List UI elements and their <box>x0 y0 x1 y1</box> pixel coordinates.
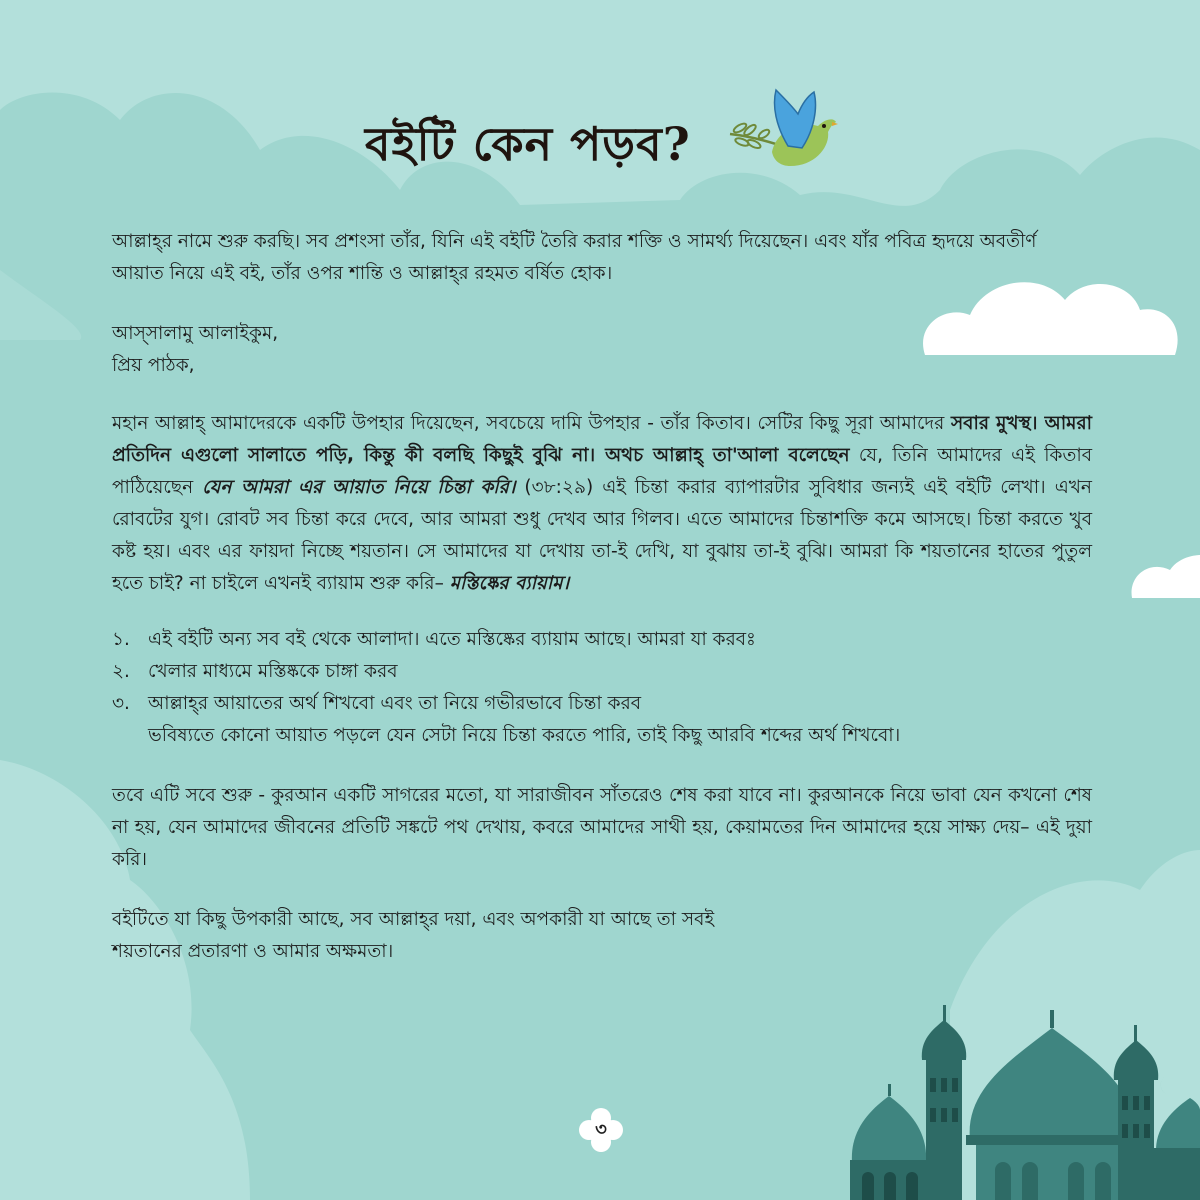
main-bold-italic-2: মস্তিষ্কের ব্যায়াম। <box>449 573 570 594</box>
numbered-list <box>112 624 1092 752</box>
page-number <box>579 1108 623 1152</box>
body-text <box>112 226 1092 968</box>
greeting-salaam: আস্‌সালামু আলাইকুম, <box>112 323 279 344</box>
list-text: এই বইটি অন্য সব বই থেকে আলাদা। এতে মস্তিষ্কের ব্যায়াম আছে। আমরা যা করবঃ <box>148 629 756 650</box>
left-cloud <box>0 270 81 340</box>
main-paragraph <box>112 408 1092 600</box>
final-line-2: শয়তানের প্রতারণা ও আমার অক্ষমতা। <box>112 941 394 962</box>
left-dome <box>852 1096 926 1162</box>
list-item <box>112 688 1092 720</box>
bird-icon <box>728 86 838 176</box>
list-item <box>112 656 1092 688</box>
main-text-1: মহান আল্লাহ্‌ আমাদেরকে একটি উপহার দিয়েছেন, সবচেয়ে দামি উপহার - তাঁর কিতাব। সেটির কিছু সূরা আমাদের <box>112 413 951 434</box>
list-text: খেলার মাধ্যমে মস্তিষ্ককে চাঙ্গা করব <box>148 661 398 682</box>
final-line-1: বইটিতে যা কিছু উপকারী আছে, সব আল্লাহ্‌র দয়া, এবং অপকারী যা আছে তা সবই <box>112 909 715 930</box>
main-text-2: যে, তিনি আমাদের এই কিতাব পাঠিয়েছেন <box>112 445 1092 498</box>
main-bold-1: সবার মুখস্থ। আমরা প্রতিদিন এগুলো সালাতে পড়ি, কিন্তু কী বলছি কিছুই বুঝি না। অথচ আল্লাহ্‌ তা'আলা বলেছেন <box>112 413 1092 466</box>
main-text-3: (৩৮:২৯) এই চিন্তা করার ব্যাপারটার সুবিধার জন্যই এই বইটি লেখা। এখন রোবটের যুগ। রোবট সব চিন্তা করে দেবে, আর আমরা শুধু দেখব আর গিলব। এতে আমাদের চিন্তাশক্তি কমে আসছে। চিন্তা করতে খুব কষ্ট হয়। এবং এর ফায়দা নিচ্ছে শয়তান। সে আমাদের যা দেখায় তা-ই দেখি, যা বুঝায় তা-ই বুঝি। আমরা কি শয়তানের হাতের পুতুল হতে চাই? না চাইলে এখনই ব্যায়াম শুরু করি– <box>112 477 1092 594</box>
list-item <box>112 624 1092 656</box>
intro-paragraph: আল্লাহ্‌র নামে শুরু করছি। সব প্রশংসা তাঁর, যিনি এই বইটি তৈরি করার শক্তি ও সামর্থ্য দিয়েছেন। এবং যাঁর পবিত্র হৃদয়ে অবতীর্ণ আয়াত নিয়ে এই বই, তাঁর ওপর শান্তি ও আল্লাহ্‌র রহমত বর্ষিত হোক। <box>112 231 1037 284</box>
list-number: ৩. <box>112 693 130 714</box>
list-text: আল্লাহ্‌র আয়াতের অর্থ শিখবো এবং তা নিয়ে গভীরভাবে চিন্তা করব <box>148 693 642 714</box>
main-bold-italic-1: যেন আমরা এর আয়াত নিয়ে চিন্তা করি। <box>202 477 516 498</box>
page-number-label: ৩ <box>595 1118 607 1140</box>
list-continuation: ভবিষ্যতে কোনো আয়াত পড়লে যেন সেটা নিয়ে চিন্তা করতে পারি, তাই কিছু আরবি শব্দের অর্থ শিখবো। <box>148 725 901 746</box>
closing-paragraph: তবে এটি সবে শুরু - কুরআন একটি সাগরের মতো, যা সারাজীবন সাঁতরেও শেষ করা যাবে না। কুরআনকে নিয়ে ভাবা যেন কখনো শেষ না হয়, যেন আমাদের জীবনের প্রতিটি সঙ্কটে পথ দেখায়, কবরে আমাদের সাথী হয়, কেয়ামতের দিন আমাদের হয়ে সাক্ষ্য দেয়– এই দুয়া করি। <box>112 785 1092 870</box>
page-title: বইটি কেন পড়ব? <box>365 117 691 171</box>
greeting-reader: প্রিয় পাঠক, <box>112 355 195 376</box>
list-number: ২. <box>112 661 130 682</box>
white-cloud-2 <box>1132 555 1200 598</box>
list-number: ১. <box>112 629 130 650</box>
